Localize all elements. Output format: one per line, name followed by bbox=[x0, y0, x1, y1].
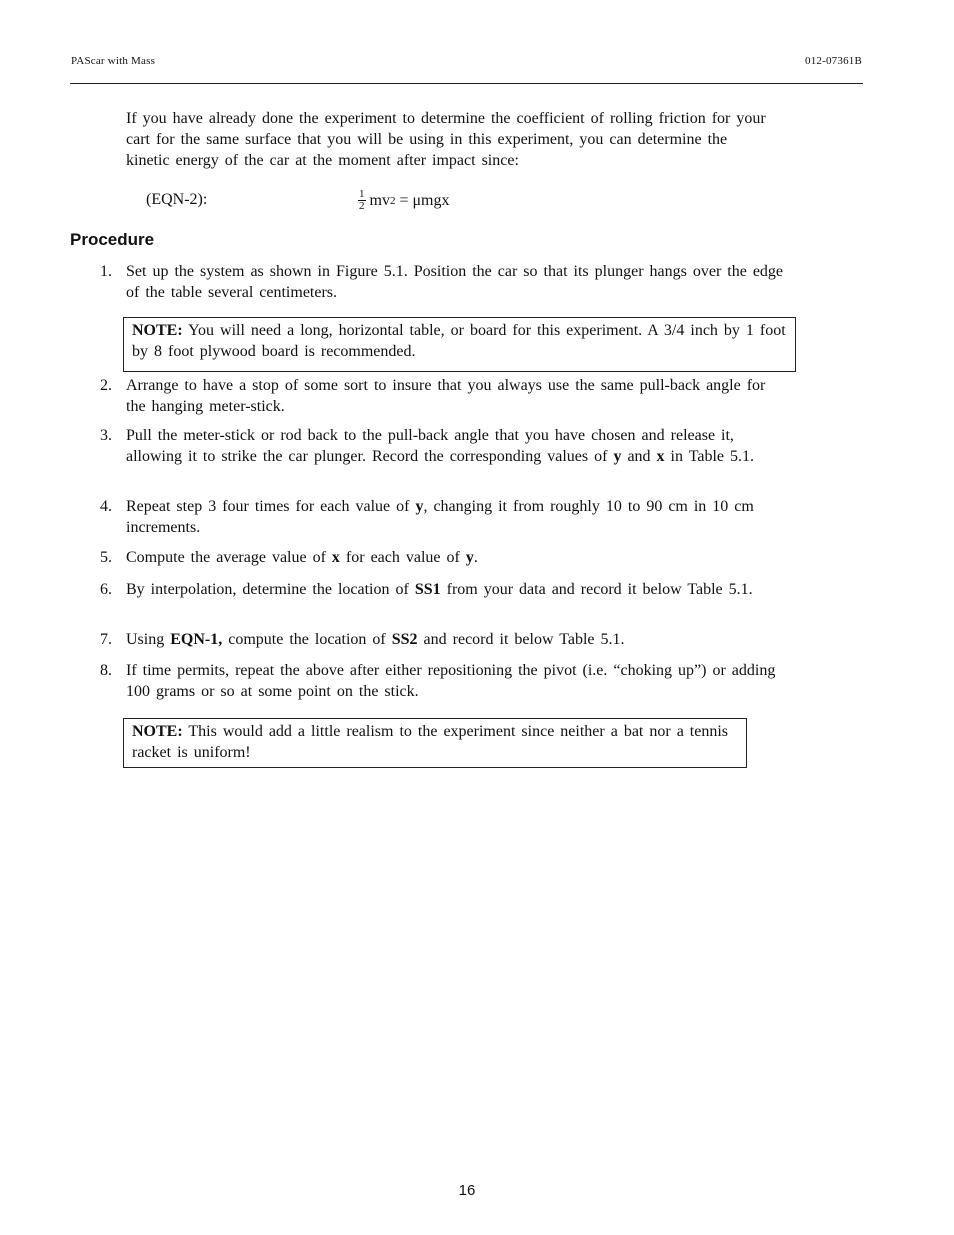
fraction-denominator: 2 bbox=[359, 200, 365, 212]
step-text bbox=[126, 425, 786, 467]
step-text-part: Set up the system as shown in Figure 5.1. Position the car so that its plunger hangs over the edge of the table several centimeters. bbox=[126, 263, 784, 301]
equation-label: (EQN-2): bbox=[146, 191, 208, 208]
step-text bbox=[126, 547, 786, 568]
procedure-step-4 bbox=[100, 496, 786, 538]
procedure-step-1 bbox=[100, 261, 786, 303]
step-text bbox=[126, 261, 786, 303]
step-text bbox=[126, 579, 786, 600]
step-text-part: in Table 5.1. bbox=[664, 448, 755, 465]
term-eqn-1: EQN-1, bbox=[170, 631, 223, 648]
step-text-part: If time permits, repeat the above after either repositioning the pivot (i.e. “choking up”) or adding 100 grams or so at some point on the stick. bbox=[126, 662, 776, 700]
step-text-part: and record it below Table 5.1. bbox=[417, 631, 625, 648]
step-number: 3. bbox=[100, 427, 112, 444]
step-text-part: . bbox=[473, 549, 478, 566]
step-text-part: By interpolation, determine the location of bbox=[126, 581, 415, 598]
step-text-part: Pull the meter-stick or rod back to the pull-back angle that you have chosen and release it, allowing it to strike the car plunger. Record the corresponding values of bbox=[126, 427, 734, 465]
header-divider bbox=[70, 83, 863, 84]
step-text-part: Using bbox=[126, 631, 171, 648]
variable-x: x bbox=[656, 448, 665, 465]
variable-x: x bbox=[331, 549, 340, 566]
step-text bbox=[126, 660, 786, 702]
equation-exponent: 2 bbox=[389, 194, 396, 207]
step-text-part: and bbox=[621, 448, 657, 465]
step-text-part: , changing it from roughly 10 to 90 cm in 10 cm increments. bbox=[126, 498, 754, 536]
step-text-part: from your data and record it below Table 5.1. bbox=[440, 581, 753, 598]
procedure-step-5 bbox=[100, 547, 786, 568]
variable-y: y bbox=[415, 498, 424, 515]
note-box-realism bbox=[123, 718, 747, 768]
procedure-step-3 bbox=[100, 425, 786, 467]
step-number: 7. bbox=[100, 631, 112, 648]
step-number: 5. bbox=[100, 549, 112, 566]
intro-paragraph: If you have already done the experiment to determine the coefficient of rolling friction for your cart for the same surface that you will be using in this experiment, you can determine the kinetic energy of the car at the moment after impact since: bbox=[126, 110, 766, 169]
term-ss2: SS2 bbox=[391, 631, 418, 648]
step-text-part: compute the location of bbox=[222, 631, 392, 648]
term-ss1: SS1 bbox=[414, 581, 441, 598]
equation-rhs: = μmgx bbox=[395, 191, 450, 209]
procedure-step-7 bbox=[100, 629, 786, 650]
variable-y: y bbox=[465, 549, 474, 566]
note-label: NOTE: bbox=[132, 322, 183, 339]
equation-lhs: mv bbox=[369, 191, 390, 209]
step-text-part: Compute the average value of bbox=[126, 549, 332, 566]
procedure-step-2 bbox=[100, 375, 786, 417]
fraction-numerator: 1 bbox=[359, 188, 365, 200]
note-box-equipment bbox=[123, 317, 796, 372]
step-number: 2. bbox=[100, 377, 112, 394]
note-text: You will need a long, horizontal table, or board for this experiment. A 3/4 inch by 1 foot by 8 foot plywood board is recommended. bbox=[132, 322, 792, 360]
step-text-part: for each value of bbox=[339, 549, 466, 566]
fraction-one-half bbox=[358, 189, 366, 212]
step-number: 4. bbox=[100, 498, 112, 515]
equation bbox=[358, 189, 450, 212]
note-text: This would add a little realism to the experiment since neither a bat nor a tennis racket is uniform! bbox=[132, 723, 735, 761]
section-heading-procedure: Procedure bbox=[70, 230, 155, 249]
document-number: 012-07361B bbox=[805, 55, 862, 67]
step-text-part: Repeat step 3 four times for each value of bbox=[126, 498, 416, 515]
procedure-step-8 bbox=[100, 660, 786, 702]
step-number: 8. bbox=[100, 662, 112, 679]
running-header-title: PAScar with Mass bbox=[71, 55, 156, 67]
page-number: 16 bbox=[458, 1182, 476, 1199]
step-text bbox=[126, 375, 786, 417]
step-number: 6. bbox=[100, 581, 112, 598]
note-label: NOTE: bbox=[132, 723, 183, 740]
procedure-step-6 bbox=[100, 579, 786, 600]
step-text bbox=[126, 496, 786, 538]
step-number: 1. bbox=[100, 263, 112, 280]
variable-y: y bbox=[613, 448, 622, 465]
step-text-part: Arrange to have a stop of some sort to insure that you always use the same pull-back angle for the hanging meter-stick. bbox=[126, 377, 766, 415]
step-text bbox=[126, 629, 786, 650]
